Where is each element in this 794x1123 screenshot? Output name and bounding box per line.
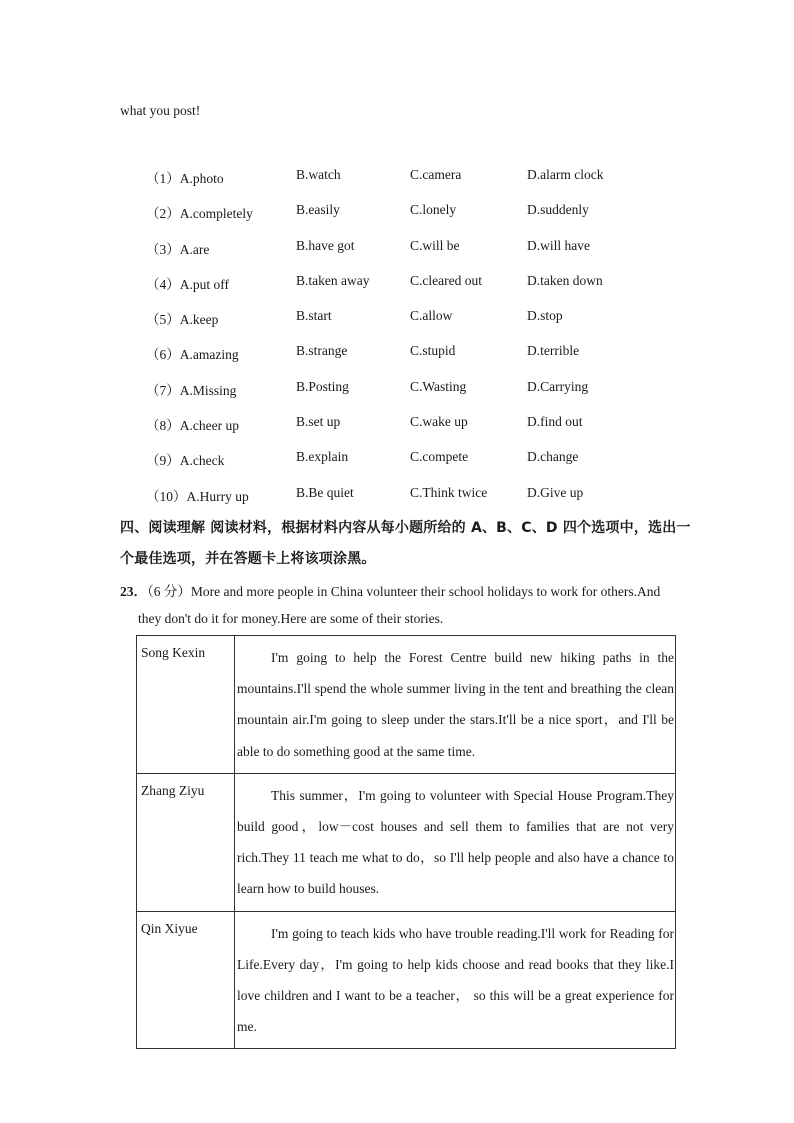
- question-intro-line1: More and more people in China volunteer their school holidays to work for others.And: [190, 584, 661, 599]
- table-row: [137, 773, 676, 911]
- option-number: （1）: [146, 171, 180, 186]
- option-b: B.Be quiet: [296, 484, 354, 500]
- option-c: C.compete: [410, 449, 469, 465]
- option-b: B.explain: [296, 449, 349, 465]
- option-d: D.will have: [527, 237, 590, 253]
- option-d: D.find out: [527, 414, 583, 430]
- option-d: D.stop: [527, 308, 563, 324]
- option-number: （8）: [146, 418, 180, 434]
- option-b: B.easily: [296, 202, 340, 218]
- option-a: A.Missing: [179, 382, 237, 398]
- option-b: B.strange: [296, 343, 348, 359]
- option-number: （2）: [146, 206, 180, 222]
- option-b: B.have got: [296, 237, 355, 253]
- option-number: （4）: [146, 276, 180, 292]
- option-d: D.taken down: [527, 272, 603, 288]
- option-c: C.wake up: [410, 414, 468, 430]
- question-number: 23．: [120, 584, 147, 599]
- section-heading: 四、阅读理解 阅读材料，根据材料内容从每小题所给的 A、B、C、D 四个选项中，选出一: [120, 520, 691, 536]
- question-points: （6 分）: [147, 584, 191, 599]
- option-a: A.keep: [179, 312, 219, 328]
- option-number: （10）: [146, 488, 187, 504]
- continuation-text: what you post!: [120, 103, 201, 118]
- option-a: A.put off: [179, 276, 229, 292]
- option-b: B.start: [296, 308, 332, 324]
- story-name: Song Kexin: [137, 636, 235, 774]
- option-d: D.Carrying: [527, 378, 589, 394]
- story-name: Zhang Ziyu: [137, 773, 235, 911]
- option-b: B.Posting: [296, 378, 349, 394]
- section-heading-continued: 个最佳选项，并在答题卡上将该项涂黑。: [120, 551, 376, 567]
- option-c: C.stupid: [410, 343, 456, 359]
- option-d: D.Give up: [527, 484, 584, 500]
- option-a: A.check: [179, 453, 225, 469]
- option-b: B.watch: [296, 167, 341, 182]
- option-a: A.are: [179, 241, 210, 257]
- option-d: D.terrible: [527, 343, 580, 359]
- story-name: Qin Xiyue: [137, 911, 235, 1049]
- option-number: （5）: [146, 312, 180, 328]
- option-number: （3）: [146, 241, 180, 257]
- option-c: C.cleared out: [410, 272, 482, 288]
- option-number: （7）: [146, 382, 180, 398]
- option-b: B.taken away: [296, 272, 370, 288]
- option-c: C.Wasting: [410, 378, 467, 394]
- story-text: This summer，I'm going to volunteer with Special House Program.They build good，low－cost houses and sell them to families that are not very rich.They 11 teach me what to do，so I'll help people and also have a chance to learn how to build houses.: [237, 787, 674, 897]
- option-a: A.amazing: [179, 347, 239, 363]
- option-a: A.completely: [179, 206, 253, 222]
- table-row: [137, 636, 676, 774]
- option-c: C.Think twice: [410, 484, 488, 500]
- option-number: （6）: [146, 347, 180, 363]
- option-a: A.Hurry up: [186, 488, 249, 504]
- question-intro-line2: they don't do it for money.Here are some of their stories.: [138, 611, 444, 626]
- option-c: C.allow: [410, 308, 453, 324]
- stories-table: [136, 635, 676, 1049]
- option-d: D.change: [527, 449, 579, 465]
- option-a: A.photo: [179, 171, 224, 186]
- story-text: I'm going to help the Forest Centre build new hiking paths in the mountains.I'll spend the whole summer living in the tent and breathing the clean mountain air.I'm going to sleep under the stars.It'll be a nice sport，and I'll be able to do something good at the same time.: [237, 650, 674, 759]
- option-d: D.alarm clock: [527, 167, 604, 182]
- option-number: （9）: [146, 453, 180, 469]
- question-intro: [120, 580, 676, 600]
- option-c: C.will be: [410, 237, 460, 253]
- option-c: C.camera: [410, 167, 462, 182]
- story-text: I'm going to teach kids who have trouble reading.I'll work for Reading for Life.Every day，I'm going to help kids choose and read books that they like.I love children and I want to be a teacher， so this will be a great experience for me.: [237, 925, 674, 1035]
- option-c: C.lonely: [410, 202, 457, 218]
- table-row: [137, 911, 676, 1049]
- option-a: A.cheer up: [179, 418, 239, 434]
- option-d: D.suddenly: [527, 202, 589, 218]
- option-b: B.set up: [296, 414, 341, 430]
